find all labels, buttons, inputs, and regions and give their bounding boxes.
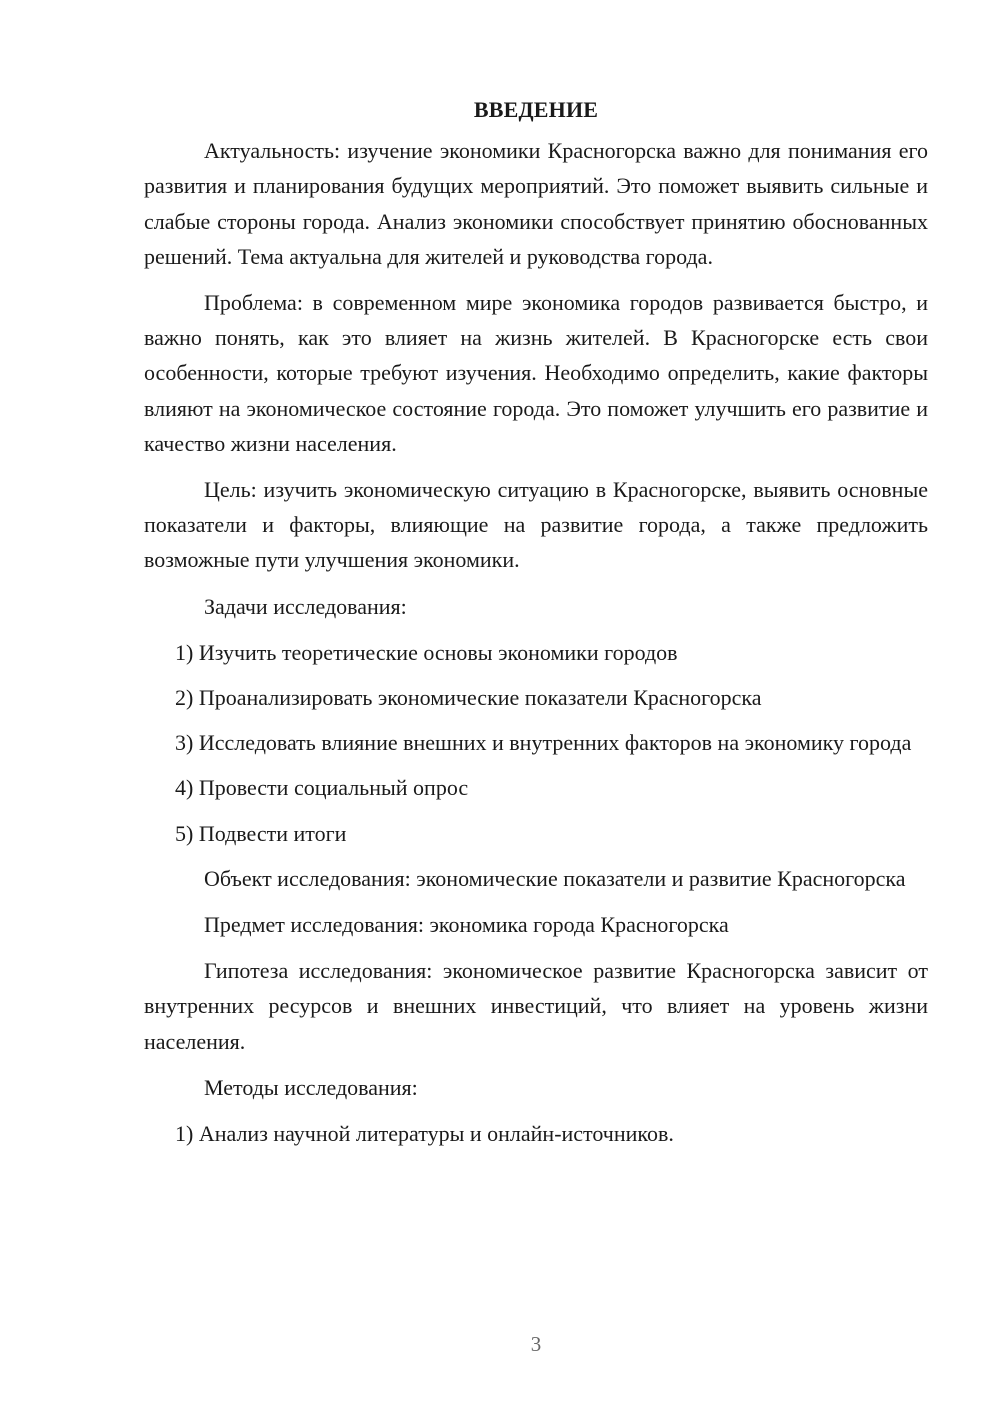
task-item: 2) Проанализировать экономические показатели Красногорска [175,685,762,711]
object-paragraph: Объект исследования: экономические показатели и развитие Красногорска [204,865,906,891]
task-item: 5) Подвести итоги [175,820,347,846]
page-number: 3 [530,1332,542,1356]
task-item: 3) Исследовать влияние внешних и внутренних факторов на экономику города [175,730,912,756]
subject-paragraph: Предмет исследования: экономика города Красногорска [204,912,729,938]
tasks-title: Задачи исследования: [204,593,407,619]
section-heading: ВВЕДЕНИЕ [473,97,599,122]
problem-paragraph: Проблема: в современном мире экономика городов развивается быстро, и важно понять, как это влияет на жизнь жителей. В Красногорске есть свои особенности, которые требуют изучения. Необходимо определить, какие факторы влияют на экономическое состояние города. Это поможет улучшить его развитие и качество жизни населения. [144,290,928,456]
page-content [144,92,928,1161]
relevance-paragraph: Актуальность: изучение экономики Красногорска важно для понимания его развития и планирования будущих мероприятий. Это поможет выявить сильные и слабые стороны города. Анализ экономики способствует принятию обоснованных решений. Тема актуальна для жителей и руководства города. [144,138,928,269]
hypothesis-paragraph: Гипотеза исследования: экономическое развитие Красногорска зависит от внутренних ресурсов и внешних инвестиций, что влияет на уровень жизни населения. [144,958,928,1054]
methods-title: Методы исследования: [204,1074,418,1100]
goal-paragraph: Цель: изучить экономическую ситуацию в Красногорске, выявить основные показатели и факторы, влияющие на развитие города, а также предложить возможные пути улучшения экономики. [144,477,928,573]
task-item: 1) Изучить теоретические основы экономики городов [175,639,678,665]
method-item: 1) Анализ научной литературы и онлайн-источников. [175,1121,674,1147]
task-item: 4) Провести социальный опрос [175,775,469,801]
